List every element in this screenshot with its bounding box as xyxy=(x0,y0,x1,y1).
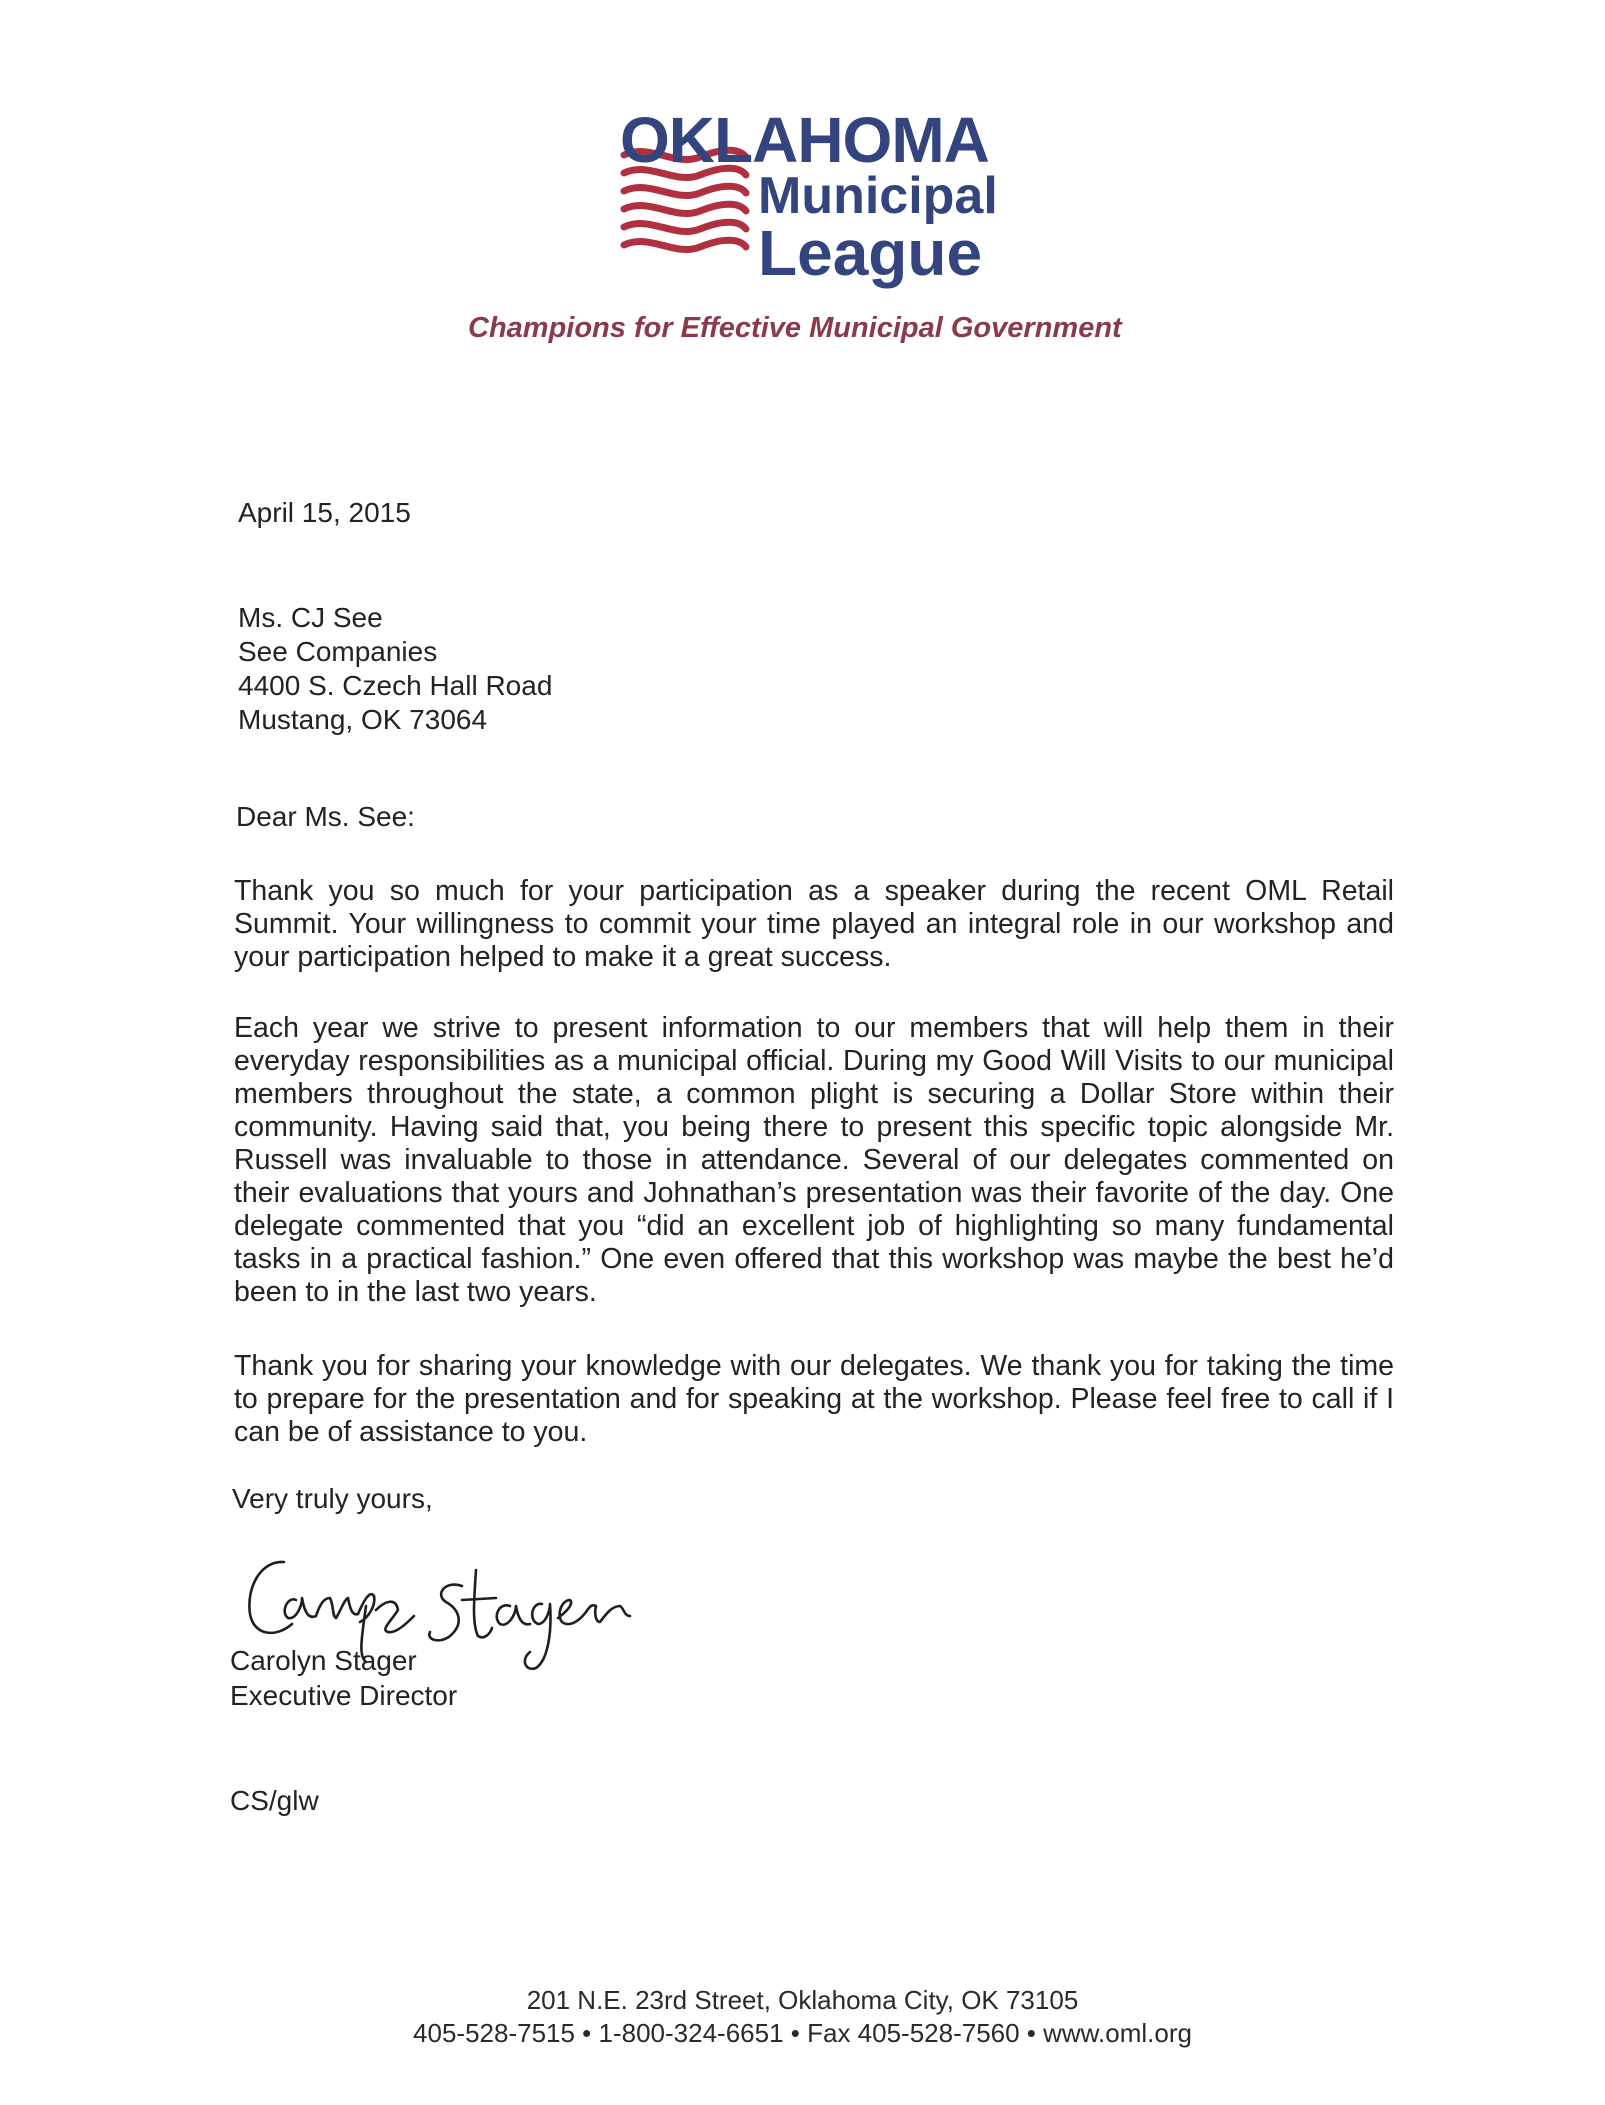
closing: Very truly yours, xyxy=(232,1483,433,1514)
body-paragraph-2: Each year we strive to present information to our members that will help them in their everyday responsibilities as a municipal official. During my Good Will Visits to our municipal members throughout the state, a common plight is securing a Dollar Store within their community. Having said that, you being there to present this specific topic alongside Mr. Russell was invaluable to those in attendance. Several of our delegates commented on their evaluations that yours and Johnathan’s presentation was their favorite of the day. One delegate commented that you “did an excellent job of highlighting so many fundamental tasks in a practical fashion.” One even offered that this workshop was maybe the best he’d been to in the last two years. xyxy=(234,1012,1394,1308)
recipient-city: Mustang, OK 73064 xyxy=(238,704,488,735)
footer-address: 201 N.E. 23rd Street, Oklahoma City, OK 73105 xyxy=(526,1985,1079,2015)
logo-municipal: Municipal xyxy=(758,167,998,225)
footer-contacts: 405-528-7515 • 1-800-324-6651 • Fax 405-528-7560 • www.oml.org xyxy=(413,2018,1192,2048)
salutation: Dear Ms. See: xyxy=(236,801,415,832)
logo-league: League xyxy=(758,217,983,289)
logo-oklahoma: OKLAHOMA xyxy=(620,104,989,176)
reference-initials: CS/glw xyxy=(230,1785,319,1816)
recipient-address xyxy=(238,601,552,737)
letter-date: April 15, 2015 xyxy=(238,497,411,528)
body-paragraph-3: Thank you for sharing your knowledge with our delegates. We thank you for taking the time to prepare for the presentation and for speaking at the workshop. Please feel free to call if I can be of assistance to you. xyxy=(234,1350,1394,1448)
recipient-name: Ms. CJ See xyxy=(238,602,383,633)
letterhead-tagline: Champions for Effective Municipal Government xyxy=(468,312,1122,344)
signer-title: Executive Director xyxy=(230,1680,458,1711)
recipient-street: 4400 S. Czech Hall Road xyxy=(238,670,553,701)
oml-logo xyxy=(620,104,1040,289)
body-paragraph-1: Thank you so much for your participation as a speaker during the recent OML Retail Summit. Your willingness to commit your time played an integral role in our workshop and your participation helped to make it a great success. xyxy=(234,875,1394,973)
signer-name: Carolyn Stager xyxy=(230,1645,417,1676)
recipient-company: See Companies xyxy=(238,636,438,667)
